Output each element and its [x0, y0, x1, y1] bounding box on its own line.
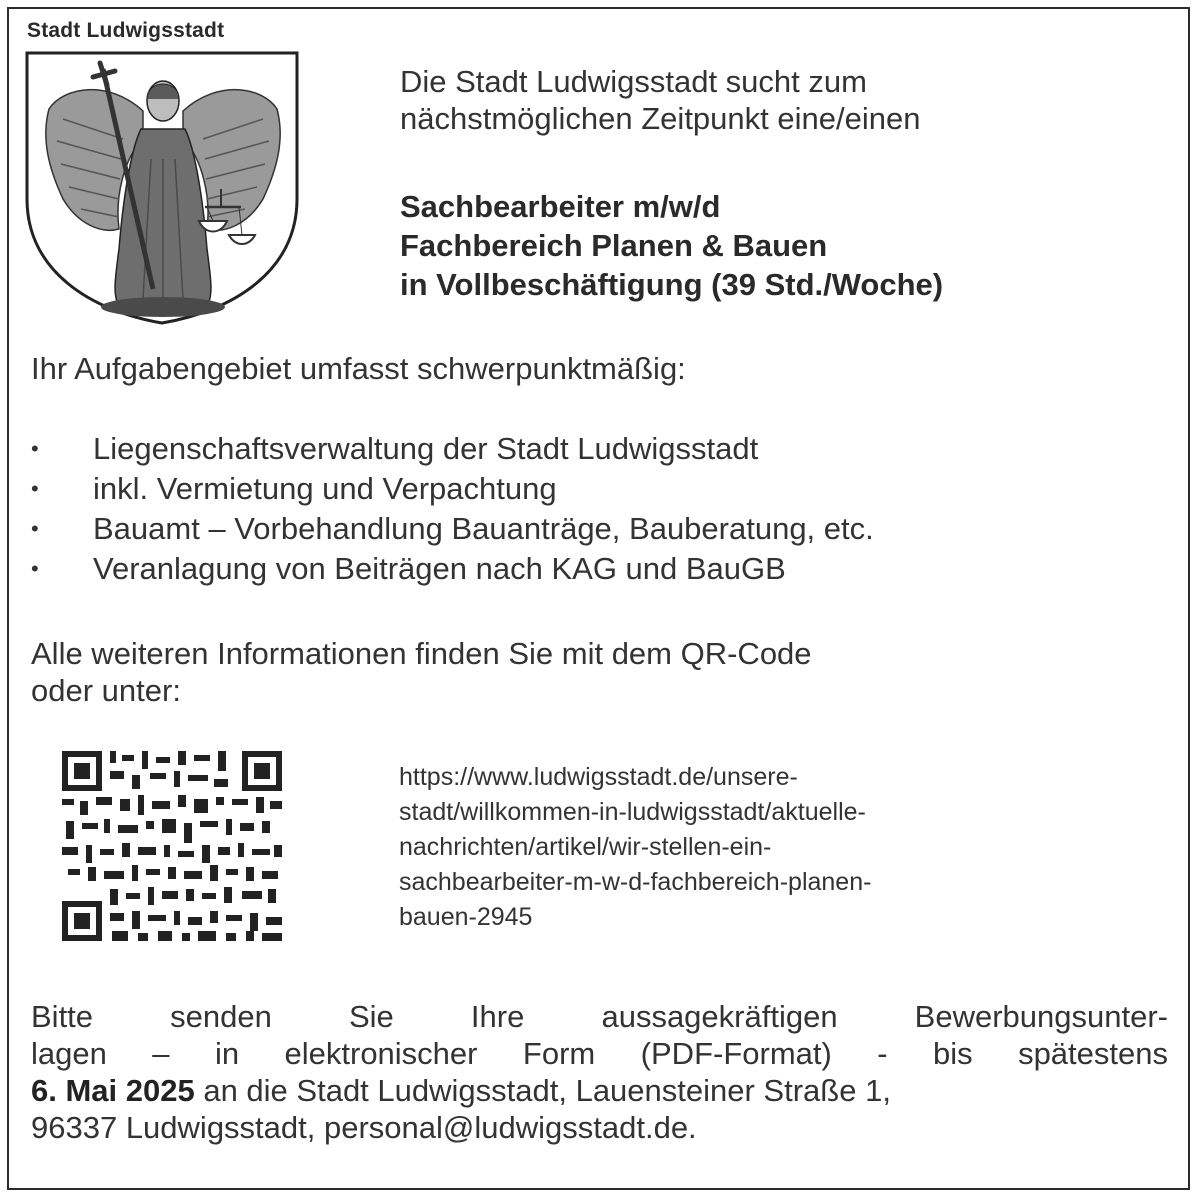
- deadline-date: 6. Mai 2025: [31, 1073, 195, 1108]
- url-line: sachbearbeiter-m-w-d-fachbereich-planen-: [399, 868, 872, 896]
- task-item: [31, 549, 874, 589]
- coat-of-arms-angel-icon: [23, 49, 301, 327]
- info-line: oder unter:: [31, 673, 181, 708]
- task-item: [31, 509, 874, 549]
- task-text: inkl. Vermietung und Verpachtung: [93, 471, 557, 506]
- task-list: [31, 429, 874, 589]
- contact-email-line[interactable]: 96337 Ludwigsstadt, personal@ludwigsstadt.de.: [31, 1110, 697, 1145]
- url-line: stadt/willkommen-in-ludwigsstadt/aktuelle-: [399, 798, 866, 826]
- intro-text: [400, 63, 920, 137]
- bullet-icon: •: [31, 516, 39, 541]
- task-item: [31, 429, 874, 469]
- job-title-line: Fachbereich Planen & Bauen: [400, 228, 828, 263]
- closing-line: Bitte senden Sie Ihre aussagekräftigen Bewerbungsunter-: [31, 999, 1168, 1034]
- closing-line: [31, 1072, 1168, 1109]
- url-line: bauen-2945: [399, 903, 533, 931]
- bullet-icon: •: [31, 476, 39, 501]
- task-text: Bauamt – Vorbehandlung Bauanträge, Bauberatung, etc.: [93, 511, 874, 546]
- closing-line: lagen – in elektronischer Form (PDF-Format) - bis spätestens: [31, 1036, 1168, 1071]
- url-line: https://www.ludwigsstadt.de/unsere-: [399, 763, 798, 791]
- task-text: Liegenschaftsverwaltung der Stadt Ludwigsstadt: [93, 431, 759, 466]
- job-title: [400, 187, 943, 304]
- job-posting-link[interactable]: [399, 760, 871, 935]
- qr-code-icon[interactable]: [62, 751, 282, 941]
- intro-line: Die Stadt Ludwigsstadt sucht zum: [400, 64, 867, 99]
- task-item: [31, 469, 874, 509]
- info-line: Alle weiteren Informationen finden Sie mit dem QR-Code: [31, 636, 812, 671]
- bullet-icon: •: [31, 556, 39, 581]
- application-instructions: [31, 998, 1168, 1146]
- address-text: an die Stadt Ludwigsstadt, Lauensteiner Straße 1,: [194, 1073, 891, 1108]
- info-text: [31, 635, 812, 709]
- job-title-line: Sachbearbeiter m/w/d: [400, 189, 721, 224]
- task-text: Veranlagung von Beiträgen nach KAG und BauGB: [93, 551, 786, 586]
- tasks-heading: Ihr Aufgabengebiet umfasst schwerpunktmäßig:: [31, 351, 686, 386]
- job-title-line: in Vollbeschäftigung (39 Std./Woche): [400, 267, 944, 302]
- intro-line: nächstmöglichen Zeitpunkt eine/einen: [400, 101, 921, 136]
- url-line: nachrichten/artikel/wir-stellen-ein-: [399, 833, 772, 861]
- crest-caption: Stadt Ludwigsstadt: [27, 19, 225, 42]
- bullet-icon: •: [31, 436, 39, 461]
